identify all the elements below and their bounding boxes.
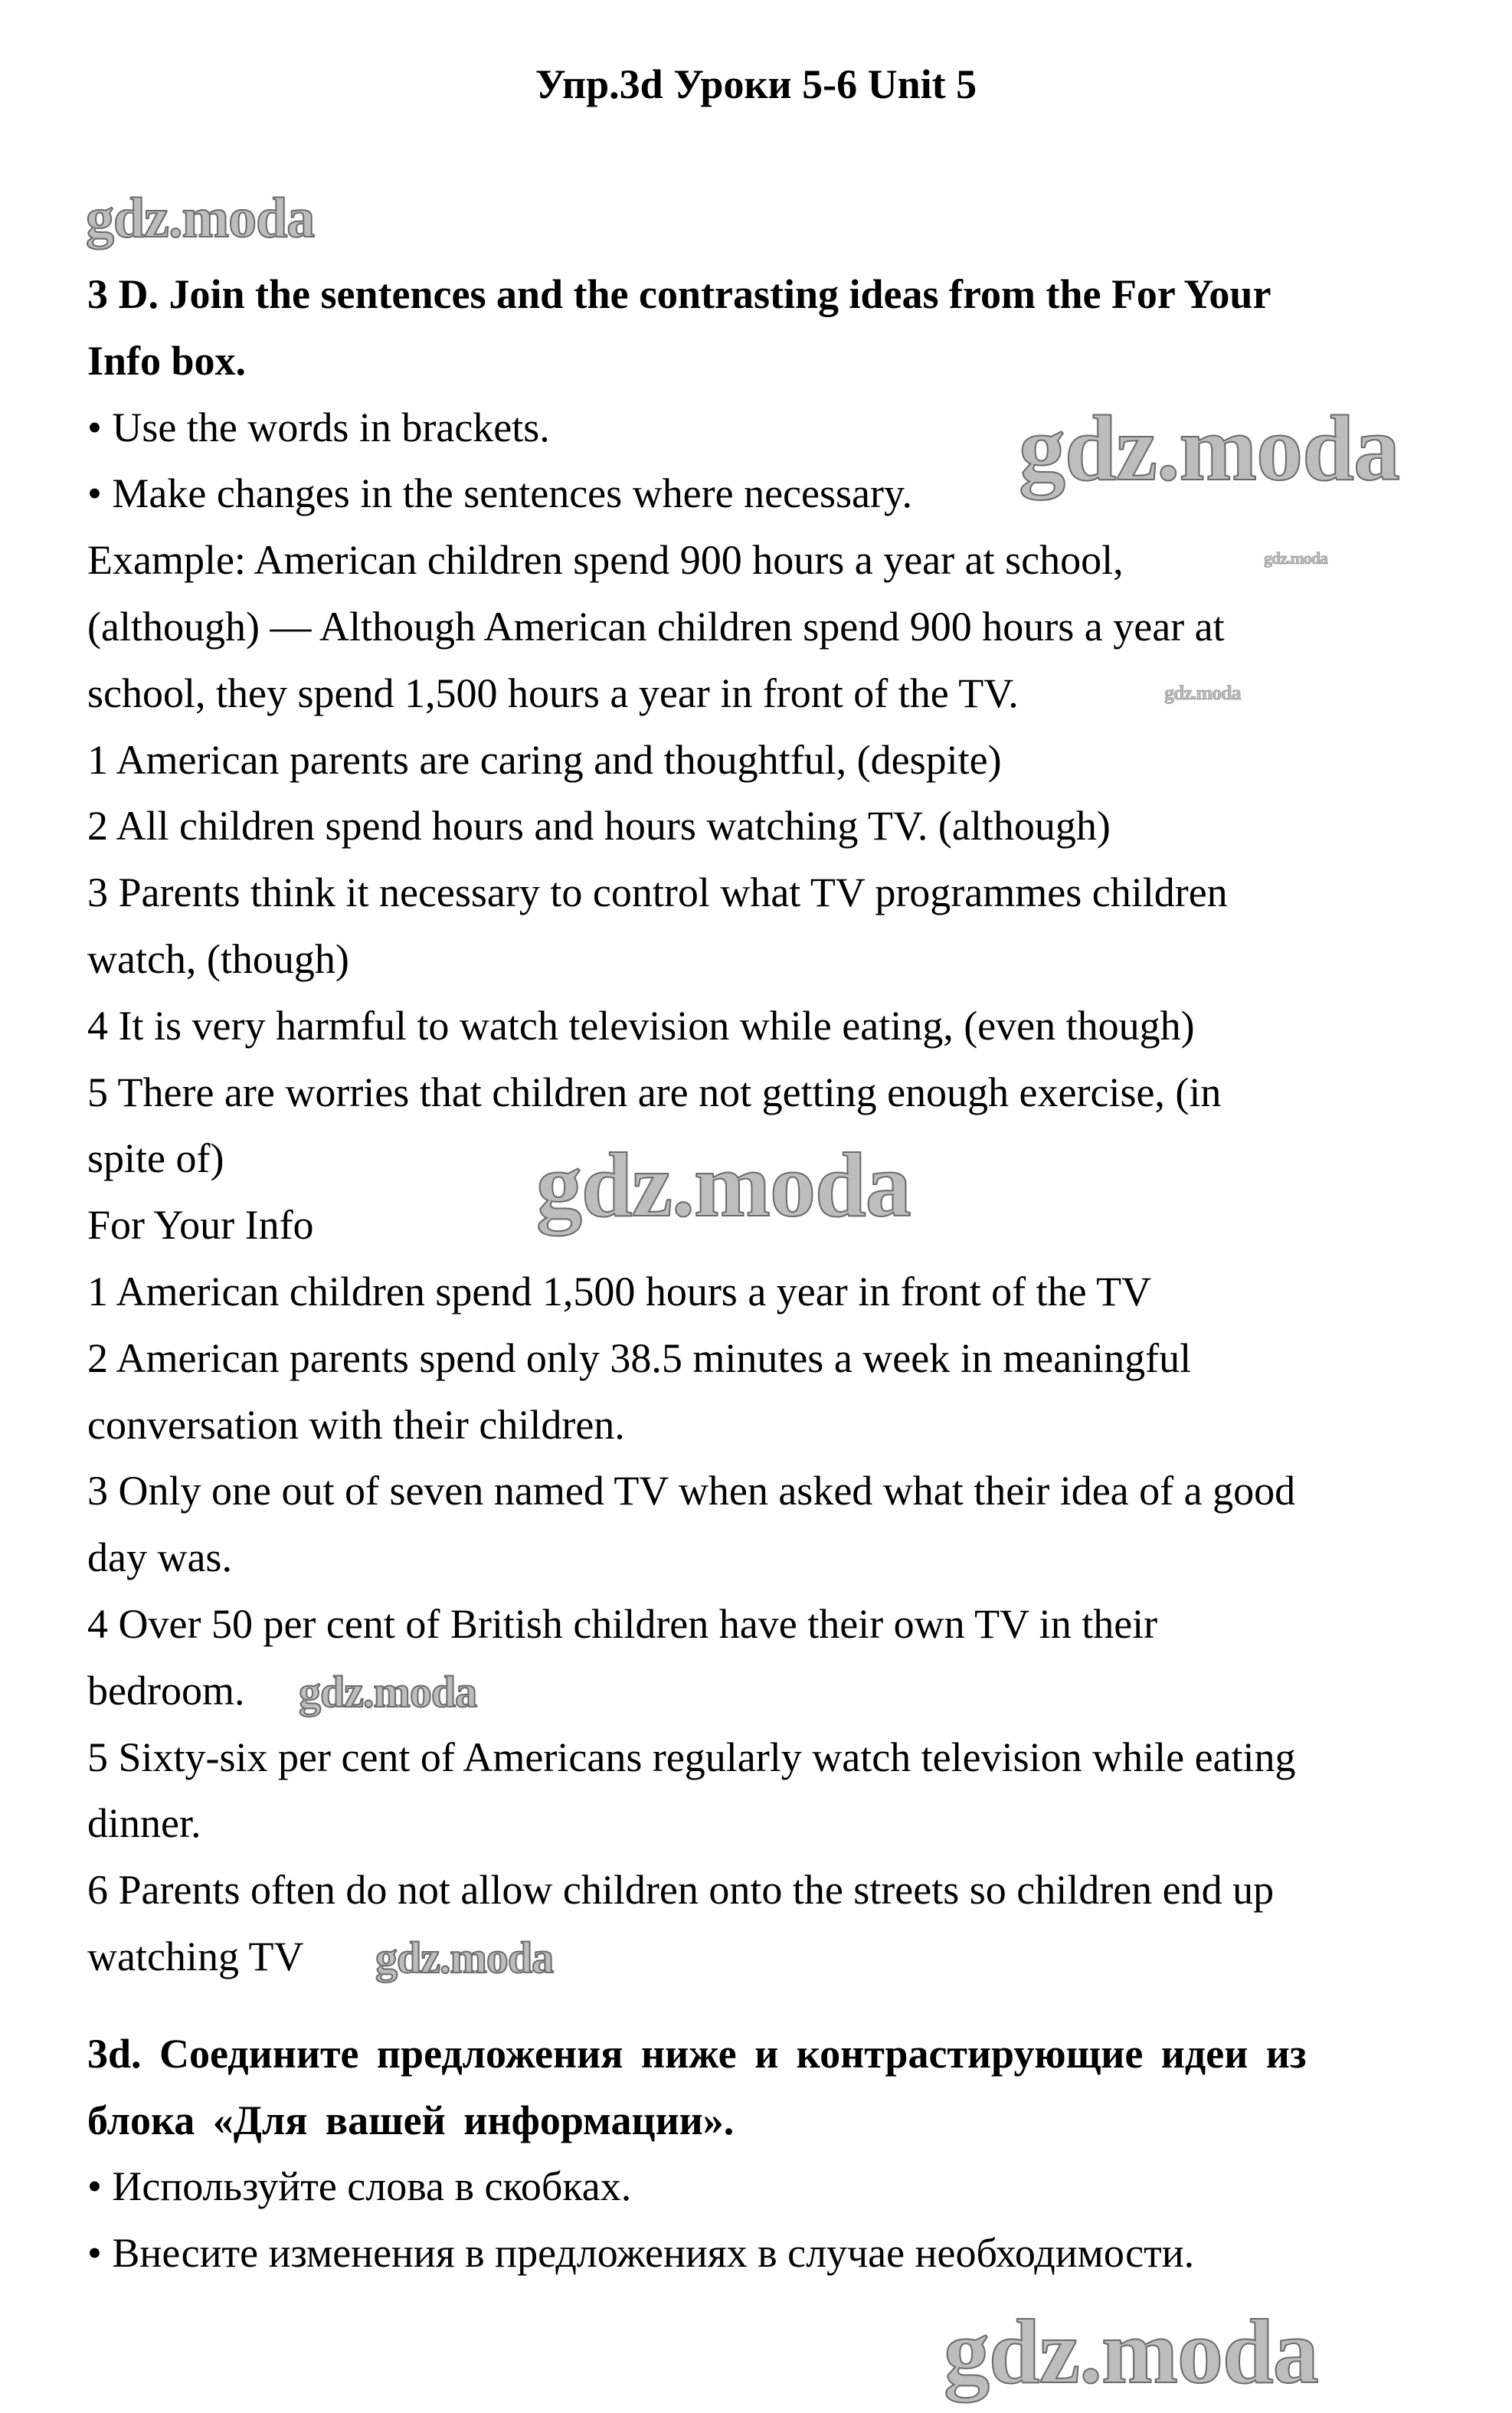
info-heading: For Your Info [87, 1202, 314, 1249]
sentence-5-cont: spite of) [87, 1135, 224, 1182]
info-item-2-cont: conversation with their children. [87, 1401, 625, 1448]
info-item-4: 4 Over 50 per cent of British children have their own TV in their [87, 1600, 1158, 1647]
task-heading-line: Info box. [87, 337, 247, 384]
sentence-3-cont: watch, (though) [87, 935, 349, 982]
info-item-5: 5 Sixty-six per cent of Americans regularly watch television while eating [87, 1734, 1296, 1780]
ru-heading-line: 3d. Соедините предложения ниже и контрастирующие идеи из [87, 2030, 1307, 2077]
info-item-1: 1 American children spend 1,500 hours a year in front of the TV [87, 1268, 1152, 1315]
info-item-3: 3 Only one out of seven named TV when asked what their idea of a good [87, 1468, 1296, 1514]
info-item-6: 6 Parents often do not allow children onto the streets so children end up [87, 1867, 1275, 1914]
ru-heading-line: блока «Для вашей информации». [87, 2097, 735, 2143]
sentence-1: 1 American parents are caring and thoughtful, (despite) [87, 736, 1002, 783]
info-item-5-cont: dinner. [87, 1800, 201, 1847]
watermark: gdz.moda [375, 1933, 554, 1982]
info-item-3-cont: day was. [87, 1534, 232, 1581]
watermark: gdz.moda [536, 1134, 911, 1236]
russian-translation [87, 2021, 1466, 2287]
instruction: • Use the words in brackets. [87, 404, 550, 450]
watermark: gdz.moda [299, 1667, 477, 1717]
ru-instruction: • Используйте слова в скобках. [87, 2163, 632, 2210]
watermark: gdz.moda [1019, 397, 1399, 500]
ru-instruction: • Внесите изменения в предложениях в случае необходимости. [87, 2230, 1195, 2277]
exercise-content [87, 261, 1466, 2287]
info-item-4-cont: bedroom. [87, 1667, 245, 1714]
sentence-2: 2 All children spend hours and hours watching TV. (although) [87, 803, 1111, 850]
example-line: (although) — Although American children spend 900 hours a year at [87, 603, 1225, 650]
watermark: gdz.moda [944, 2300, 1318, 2402]
example-line: school, they spend 1,500 hours a year in front of the TV. [87, 670, 1019, 716]
instruction: • Make changes in the sentences where necessary. [87, 470, 912, 517]
sentence-5: 5 There are worries that children are not getting enough exercise, (in [87, 1069, 1222, 1115]
watermark: gdz.moda [1164, 682, 1241, 704]
sentence-4: 4 It is very harmful to watch television while eating, (even though) [87, 1002, 1195, 1049]
task-heading-line: 3 D. Join the sentences and the contrasting ideas from the For Your [87, 271, 1271, 317]
watermark: gdz.moda [86, 187, 315, 250]
info-item-6-cont: watching TV [87, 1933, 304, 1979]
page-title: Упр.3d Уроки 5-6 Unit 5 [535, 61, 977, 107]
info-item-2: 2 American parents spend only 38.5 minutes a week in meaningful [87, 1334, 1192, 1381]
sentence-3: 3 Parents think it necessary to control what TV programmes children [87, 869, 1228, 916]
watermark: gdz.moda [1264, 548, 1328, 568]
example-line: Example: American children spend 900 hours a year at school, [87, 537, 1124, 584]
